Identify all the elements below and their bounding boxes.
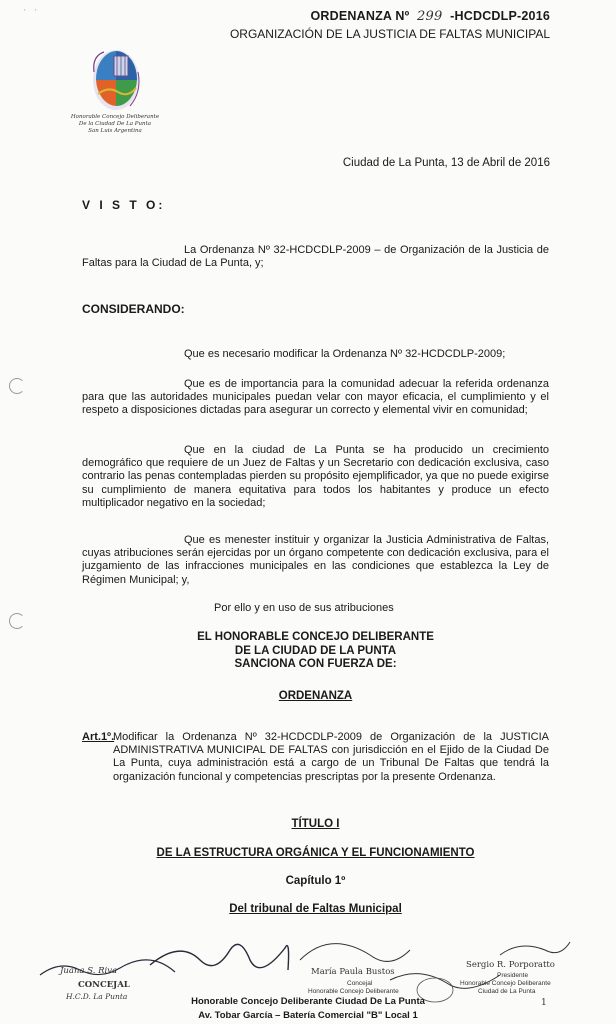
signature-left-role: CONCEJAL — [78, 980, 130, 990]
ordinance-number: 299 — [417, 9, 443, 24]
article-1-text: Modificar la Ordenanza Nº 32-HCDCDLP-2009 de Organización de la JUSTICIA ADMINISTRATIVA MUNICIPAL DE FALTAS con jurisdicción en el Ejido de la Ciudad De La Punta, cuya administración está a cargo de un Tribunal De Faltas que tendrá la organización funcional y competencias prescriptas por la presente Ordenanza. — [113, 731, 549, 783]
ordinance-title — [310, 9, 550, 24]
signature-left-org: H.C.D. La Punta — [66, 992, 128, 1001]
signature-right-org: Honorable Concejo Deliberante — [460, 980, 551, 987]
visto-heading: V I S T O: — [82, 198, 166, 212]
sanciona-line: EL HONORABLE CONCEJO DELIBERANTE — [197, 631, 434, 643]
page-number: 1 — [541, 998, 547, 1008]
visto-paragraph: La Ordenanza Nº 32-HCDCDLP-2009 – de Organización de la Justicia de Faltas para la Ciudad de La Punta, y; — [82, 244, 549, 270]
sanciona-line: DE LA CIUDAD DE LA PUNTA — [234, 644, 397, 657]
signature-center-org: Honorable Concejo Deliberante — [308, 988, 399, 995]
signature-center-name: María Paula Bustos — [311, 967, 395, 977]
sanciona-line: SANCIONA CON FUERZA DE: — [234, 658, 397, 670]
titulo-subheading: DE LA ESTRUCTURA ORGÁNICA Y EL FUNCIONAMIENTO — [156, 847, 475, 859]
logo-caption-line: San Luis Argentina — [88, 128, 142, 134]
considerando-paragraph: Que en la ciudad de La Punta se ha producido un crecimiento demográfico que requiere de un Juez de Faltas y un Secretario con dedicación exclusiva, caso contrario las penas contempladas pierden su propósito ejemplificador, ya que no puede exigirse su cumplimiento de manera equitativa para todos los habitantes y produce un efecto multiplicador negativo en la sociedad; — [82, 444, 549, 509]
ordenanza-heading: ORDENANZA — [278, 690, 353, 702]
document-date: Ciudad de La Punta, 13 de Abril de 2016 — [342, 157, 550, 169]
signature-center-role: Concejal — [347, 980, 373, 987]
signature-left-name: Juana S. Riva — [60, 966, 118, 976]
logo-caption — [70, 114, 160, 135]
sanciona-block — [82, 631, 549, 672]
considerando-paragraph: Por ello y en uso de sus atribuciones — [214, 602, 394, 614]
ordinance-title-suffix: -HCDCDLP-2016 — [450, 9, 550, 23]
signature-right-name: Sergio R. Porporatto — [466, 960, 555, 970]
titulo-heading: TÍTULO I — [291, 818, 340, 830]
article-1 — [82, 731, 549, 784]
scan-mark: · · — [22, 6, 39, 16]
considerando-heading: CONSIDERANDO: — [82, 302, 185, 316]
capitulo-heading: Capítulo 1º — [285, 875, 346, 887]
footer-institution: Honorable Concejo Deliberante Ciudad De La Punta — [191, 996, 425, 1007]
article-1-label: Art.1º. — [82, 731, 115, 743]
logo-caption-line: De la Ciudad De La Punta — [78, 121, 152, 127]
ordinance-title-prefix: ORDENANZA Nº — [310, 9, 410, 23]
signature-right-org: Ciudad de La Punta — [478, 988, 536, 995]
considerando-paragraph: Que es necesario modificar la Ordenanza Nº 32-HCDCDLP-2009; — [184, 348, 506, 360]
ordinance-subtitle: ORGANIZACIÓN DE LA JUSTICIA DE FALTAS MUNICIPAL — [229, 27, 550, 41]
punch-hole-mark — [9, 378, 25, 394]
capitulo-title: Del tribunal de Faltas Municipal — [229, 903, 402, 915]
considerando-paragraph: Que es menester instituir y organizar la Justicia Administrativa de Faltas, cuyas atribuciones serán ejercidas por un órgano competente con dedicación exclusiva, para el juzgamiento de las infracciones municipales en las condiciones que establezca la Ley de Régimen Municipal; y, — [82, 534, 549, 586]
footer-address: Av. Tobar García – Batería Comercial "B" Local 1 — [198, 1010, 418, 1021]
punch-hole-mark — [9, 613, 25, 629]
signature-right-role: Presidente — [497, 972, 529, 979]
logo-caption-line: Honorable Concejo Deliberante — [70, 114, 160, 120]
council-logo — [84, 42, 148, 114]
considerando-paragraph: Que es de importancia para la comunidad adecuar la referida ordenanza para que las autoridades municipales puedan velar con mayor eficacia, el cumplimiento y el respeto a disposiciones dictadas para asegurar un correcto y elemental vivir en comunidad; — [82, 378, 549, 417]
